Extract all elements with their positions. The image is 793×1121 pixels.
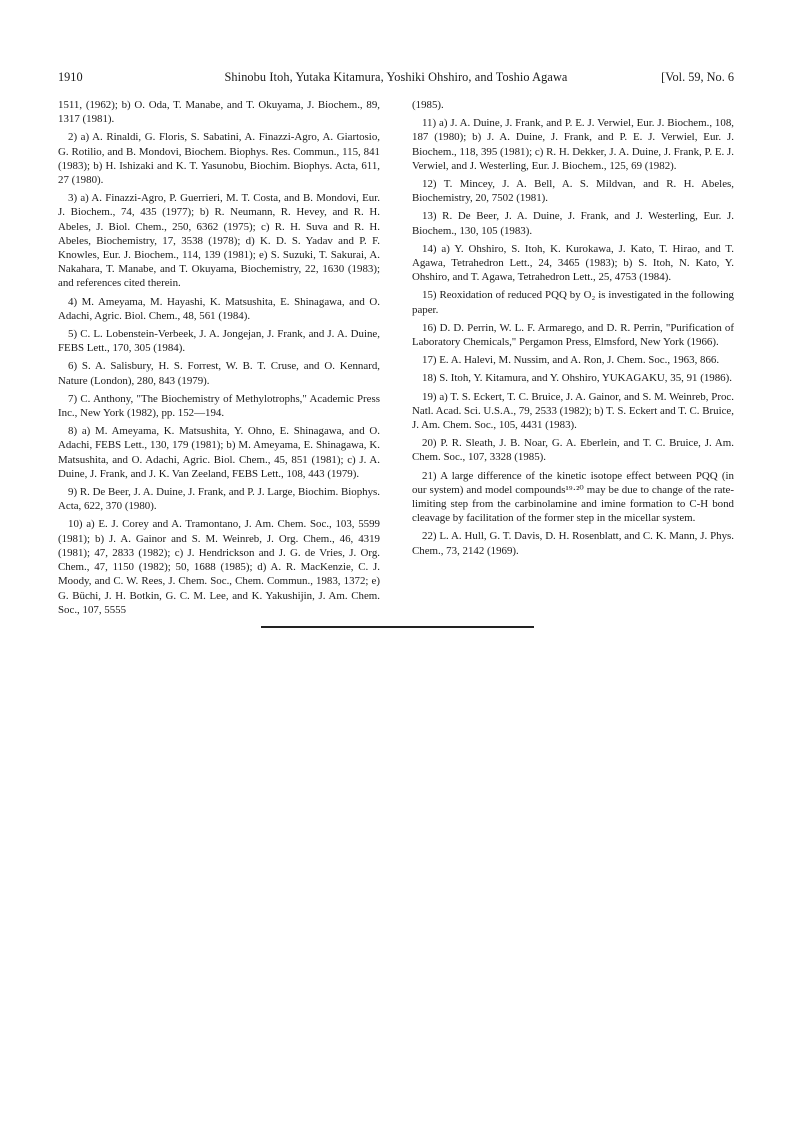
reference-entry: 12) T. Mincey, J. A. Bell, A. S. Mildvan, and R. H. Abeles, Biochemistry, 20, 7502 (1981). (412, 178, 734, 205)
reference-entry: (1985). (412, 99, 444, 111)
reference-entry: 13) R. De Beer, J. A. Duine, J. Frank, and J. Westerling, Eur. J. Biochem., 130, 105 (1983). (412, 210, 734, 237)
reference-entry: 7) C. Anthony, "The Biochemistry of Methylotrophs," Academic Press Inc., New York (1982), pp. 152—194. (58, 392, 380, 420)
running-header (58, 69, 734, 85)
reference-entry: 10) a) E. J. Corey and A. Tramontano, J. Am. Chem. Soc., 103, 5599 (1981); b) J. A. Gainor and S. M. Weinreb, J. Org. Chem., 46, 4319 (1981); 47, 2833 (1982); c) J. Hendrickson and J. G. de Vries, J. Org. Chem., 47, 1150 (1982); 50, 1688 (1985); d) A. R. MacKenzie, C. J. Moody, and C. W. Rees, J. Chem. Soc., Chem. Commun., 1983, 1372; e) G. Büchi, J. H. Botkin, G. C. M. Lee, and K. Yakushijin, J. Am. Chem. Soc., 107, 5555 (58, 518, 380, 616)
running-header-authors: Shinobu Itoh, Yutaka Kitamura, Yoshiki Ohshiro, and Toshio Agawa (224, 70, 568, 84)
reference-entry: 14) a) Y. Ohshiro, S. Itoh, K. Kurokawa, J. Kato, T. Hirao, and T. Agawa, Tetrahedron Lett., 24, 3465 (1983); b) S. Itoh, N. Kato, Y. Ohshiro, and T. Agawa, Tetrahedron Lett., 25, 4753 (1984). (412, 242, 734, 284)
reference-entry: 19) a) T. S. Eckert, T. C. Bruice, J. A. Gainor, and S. M. Weinreb, Proc. Natl. Acad. Sci. U.S.A., 79, 2533 (1982); b) T. S. Eckert and T. C. Bruice, J. Am. Chem. Soc., 105, 4431 (1983). (412, 390, 734, 432)
reference-entry: 20) P. R. Sleath, J. B. Noar, G. A. Eberlein, and T. C. Bruice, J. Am. Chem. Soc., 107, 3328 (1985). (412, 437, 734, 464)
reference-entry: 4) M. Ameyama, M. Hayashi, K. Matsushita, E. Shinagawa, and O. Adachi, Agric. Biol. Chem., 48, 561 (1984). (58, 295, 380, 322)
reference-entry: 2) a) A. Rinaldi, G. Floris, S. Sabatini, A. Finazzi-Agro, A. Giartosio, G. Rotilio, and B. Mondovi, Biochem. Biophys. Res. Commun., 115, 841 (1983); b) H. Ishizaki and K. T. Yasunobu, Biochim. Biophys. Acta, 611, 27 (1980). (58, 131, 380, 187)
reference-entry: 11) a) J. A. Duine, J. Frank, and P. E. J. Verwiel, Eur. J. Biochem., 108, 187 (1980); b) J. A. Duine, J. Frank, and P. E. J. Verwiel, Eur. J. Biochem., 118, 395 (1981); c) R. H. Dekker, J. A. Duine, J. Frank, P. E. J. Verwiel, and J. Westerling, Eur. J. Biochem., 125, 69 (1982). (412, 117, 734, 172)
reference-entry: 5) C. L. Lobenstein-Verbeek, J. A. Jongejan, J. Frank, and J. A. Duine, FEBS Lett., 170, 305 (1984). (58, 328, 380, 355)
reference-entry: 8) a) M. Ameyama, K. Matsushita, Y. Ohno, E. Shinagawa, and O. Adachi, FEBS Lett., 130, 179 (1981); b) M. Ameyama, E. Shinagawa, K. Matsushita, and O. Adachi, Agric. Biol. Chem., 45, 851 (1981); c) J. A. Duine, J. Frank, and J. K. Van Zeeland, FEBS Lett., 108, 443 (1979). (58, 425, 380, 480)
reference-entry: 9) R. De Beer, J. A. Duine, J. Frank, and P. J. Large, Biochim. Biophys. Acta, 622, 370 (1980). (58, 486, 380, 513)
end-of-article-rule (261, 626, 534, 628)
reference-entry: 16) D. D. Perrin, W. L. F. Armarego, and D. R. Perrin, "Purification of Laboratory Chemicals," Pergamon Press, Elmsford, New York (1966). (412, 321, 734, 349)
journal-volume: [Vol. 59, No. 6 (661, 70, 734, 84)
references-right-column (412, 98, 734, 562)
references-left-column (58, 98, 380, 621)
reference-entry: 6) S. A. Salisbury, H. S. Forrest, W. B. T. Cruse, and O. Kennard, Nature (London), 280, 843 (1979). (58, 360, 380, 387)
page-number: 1910 (58, 70, 83, 84)
reference-entry: 15) Reoxidation of reduced PQQ by O₂ is investigated in the following paper. (412, 289, 734, 316)
reference-entry: 22) L. A. Hull, G. T. Davis, D. H. Rosenblatt, and C. K. Mann, J. Phys. Chem., 73, 2142 (1969). (412, 530, 734, 557)
reference-entry: 21) A large difference of the kinetic isotope effect between PQQ (in our system) and model compounds¹⁹·²⁰ may be due to change of the rate-limiting step from the carbinolamine and imine formation to C-H bond cleavage by facilitation of the former step in the micellar system. (412, 469, 734, 525)
reference-entry: 17) E. A. Halevi, M. Nussim, and A. Ron, J. Chem. Soc., 1963, 866. (422, 354, 720, 367)
reference-entry: 3) a) A. Finazzi-Agro, P. Guerrieri, M. T. Costa, and B. Mondovi, Eur. J. Biochem., 74, 435 (1977); b) R. Neumann, R. Hevey, and R. H. Abeles, J. Biol. Chem., 250, 6362 (1975); c) R. H. Suva and R. H. Abeles, Biochemistry, 17, 3538 (1978); d) K. D. S. Yadav and P. F. Knowles, Eur. J. Biochem., 114, 139 (1981); e) S. Suzuki, T. Sakurai, A. Nakahara, T. Manabe, and T. Okuyama, Biochemistry, 22, 1630 (1983); and references cited therein. (58, 192, 380, 290)
reference-entry: 1511, (1962); b) O. Oda, T. Manabe, and T. Okuyama, J. Biochem., 89, 1317 (1981). (58, 99, 380, 126)
reference-entry: 18) S. Itoh, Y. Kitamura, and Y. Ohshiro, YUKAGAKU, 35, 91 (1986). (422, 372, 732, 385)
